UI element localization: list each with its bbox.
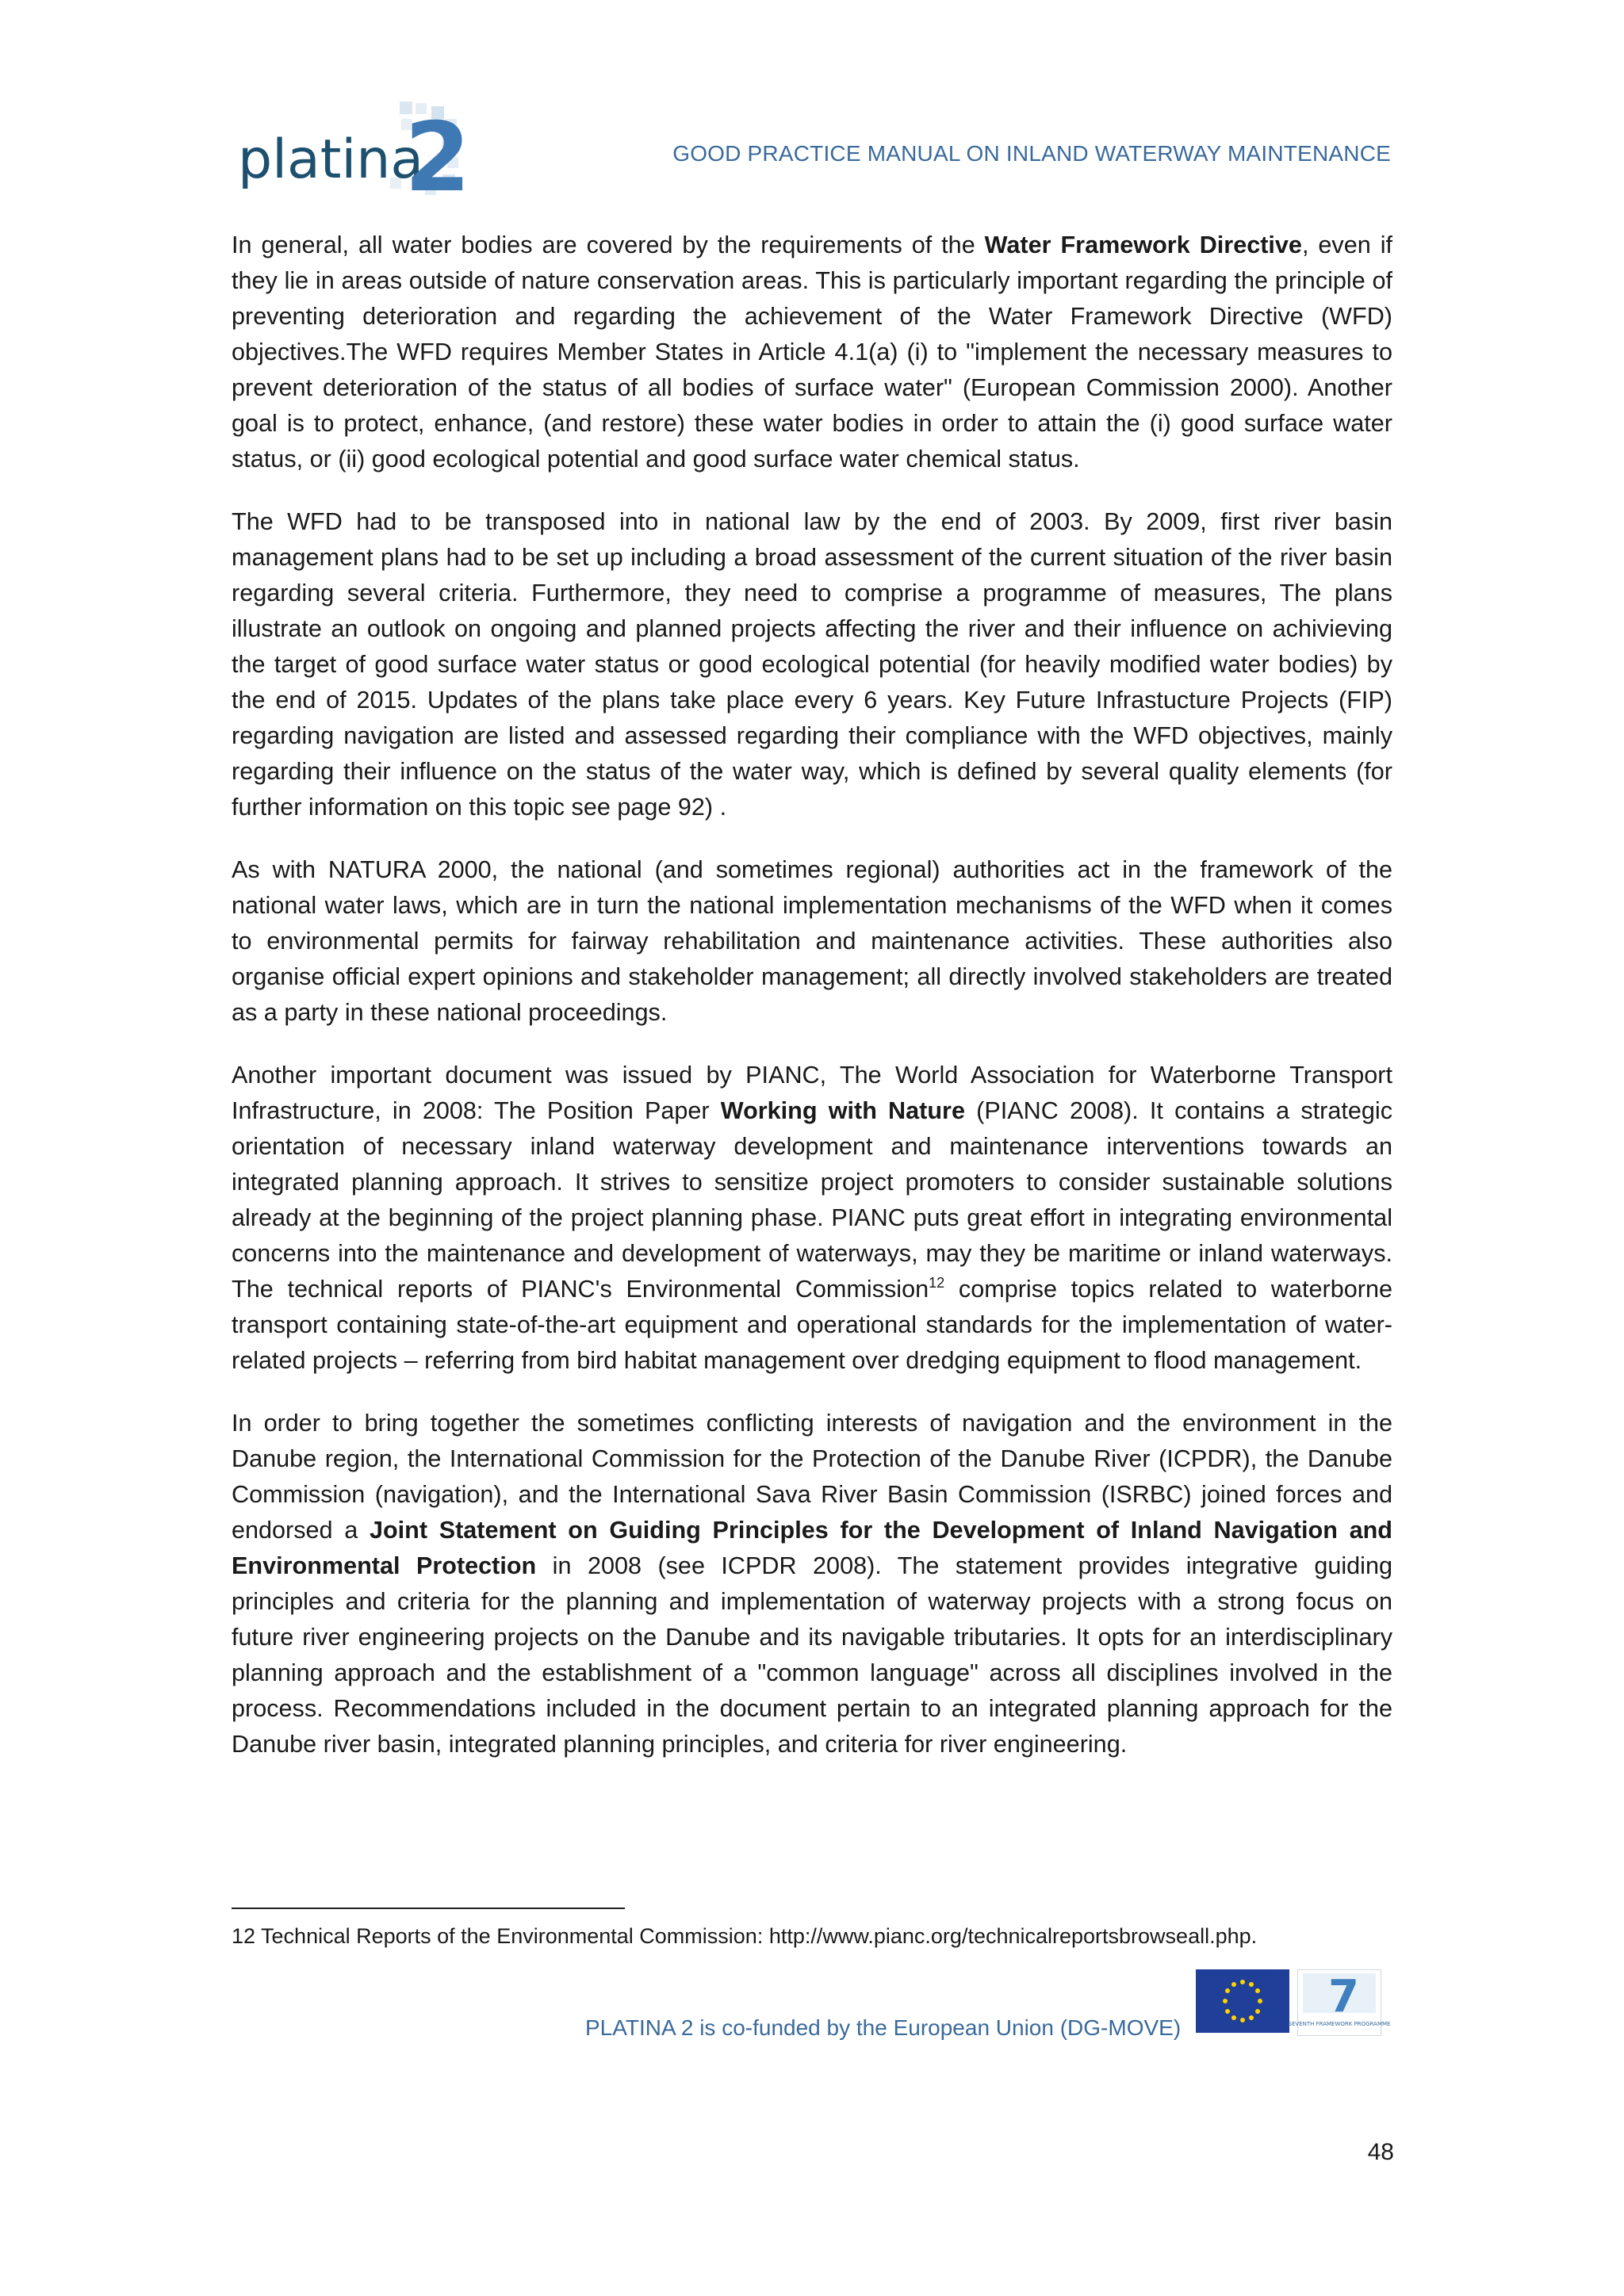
logo-wordmark: platina <box>238 128 424 191</box>
emphasis-joint-statement: Joint Statement on Guiding Principles for the Development of Inland Navigation and Environmental Protection <box>232 1517 1392 1579</box>
header-title: GOOD PRACTICE MANUAL ON INLAND WATERWAY MAINTENANCE <box>672 141 1391 166</box>
fp7-caption: SEVENTH FRAMEWORK PROGRAMME <box>1288 2021 1391 2027</box>
footnote-12: 12 Technical Reports of the Environmental Commission: http://www.pianc.org/technicalreportsbrowseall.php. <box>232 1924 1258 1948</box>
cofunding-statement: PLATINA 2 is co-funded by the European Union (DG-MOVE) <box>585 2015 1182 2040</box>
paragraph-3: As with NATURA 2000, the national (and sometimes regional) authorities act in the framework of the national water laws, which are in turn the national implementation mechanisms of the WFD when it comes to environmental permits for fairway rehabilitation and maintenance activities. These authorities also organise official expert opinions and stakeholder management; all directly involved stakeholders are treated as a party in these national proceedings. <box>232 856 1392 1026</box>
footnote-divider <box>232 1908 625 1909</box>
body-text <box>232 228 1392 1789</box>
fp7-logo <box>1288 1969 1391 2036</box>
platina2-logo <box>235 95 473 213</box>
paragraph-5: In order to bring together the sometimes conflicting interests of navigation and the environment in the Danube region, the International Commission for the Protection of the Danube River (ICPDR), the Danube Commission (navigation), and the International Sava River Basin Commission (ISRBC) joined forces and endorsed a Joint Statement on Guiding Principles for the Development of Inland Navigation and Environmental Protection in 2008 (see ICPDR 2008). The statement provides integrative guiding principles and criteria for the planning and implementation of waterway projects with a strong focus on future river engineering projects on the Danube and its navigable tributaries. It opts for an interdisciplinary planning approach and the establishment of a "common language" across all disciplines involved in the process. Recommendations included in the document pertain to an integrated planning approach for the Danube river basin, integrated planning principles, and criteria for river engineering. <box>232 1410 1392 1758</box>
paragraph-2: The WFD had to be transposed into in national law by the end of 2003. By 2009, first river basin management plans had to be set up including a broad assessment of the current situation of the river basin regarding several criteria. Furthermore, they need to comprise a programme of measures, The plans illustrate an outlook on ongoing and planned projects affecting the river and their influence on achivieving the target of good surface water status or good ecological potential (for heavily modified water bodies) by the end of 2015. Updates of the plans take place every 6 years. Key Future Infrastucture Projects (FIP) regarding navigation are listed and assessed regarding their compliance with the WFD objectives, mainly regarding their influence on the status of the water way, which is defined by several quality elements (for further information on this topic see page 92) . <box>232 508 1392 821</box>
paragraph-1: In general, all water bodies are covered by the requirements of the Water Framework Directive, even if they lie in areas outside of nature conservation areas. This is particularly important regarding the principle of preventing deterioration and regarding the achievement of the Water Framework Directive (WFD) objectives.The WFD requires Member States in Article 4.1(a) (i) to "implement the necessary measures to prevent deterioration of the status of all bodies of surface water" (European Commission 2000). Another goal is to protect, enhance, (and restore) these water bodies in order to attain the (i) good surface water status, or (ii) good ecological potential and good surface water chemical status. <box>232 232 1392 473</box>
eu-flag-icon <box>1196 1969 1289 2033</box>
footnote-ref-12[interactable]: 12 <box>929 1275 945 1291</box>
paragraph-4: Another important document was issued by PIANC, The World Association for Waterborne Transport Infrastructure, in 2008: The Position Paper Working with Nature (PIANC 2008). It contains a strategic orientation of necessary inland waterway development and maintenance interventions towards an integrated planning approach. It strives to sensitize project promoters to consider sustainable solutions already at the beginning of the project planning phase. PIANC puts great effort in integrating environmental concerns into the maintenance and development of waterways, may they be maritime or inland waterways. The technical reports of PIANC's Environmental Commission$^{12}$ comprise topics related to waterborne transport containing state-of-the-art equipment and operational standards for the implementation of water-related projects – referring from bird habitat management over dredging equipment to flood management. <box>232 1062 1392 1374</box>
page-number: 48 <box>1367 2139 1394 2165</box>
emphasis-working-with-nature: Working with Nature <box>720 1097 965 1124</box>
emphasis-water-framework-directive: Water Framework Directive <box>984 232 1302 258</box>
logo-number: 2 <box>404 103 471 213</box>
fp7-number: 7 <box>1328 1971 1359 2022</box>
